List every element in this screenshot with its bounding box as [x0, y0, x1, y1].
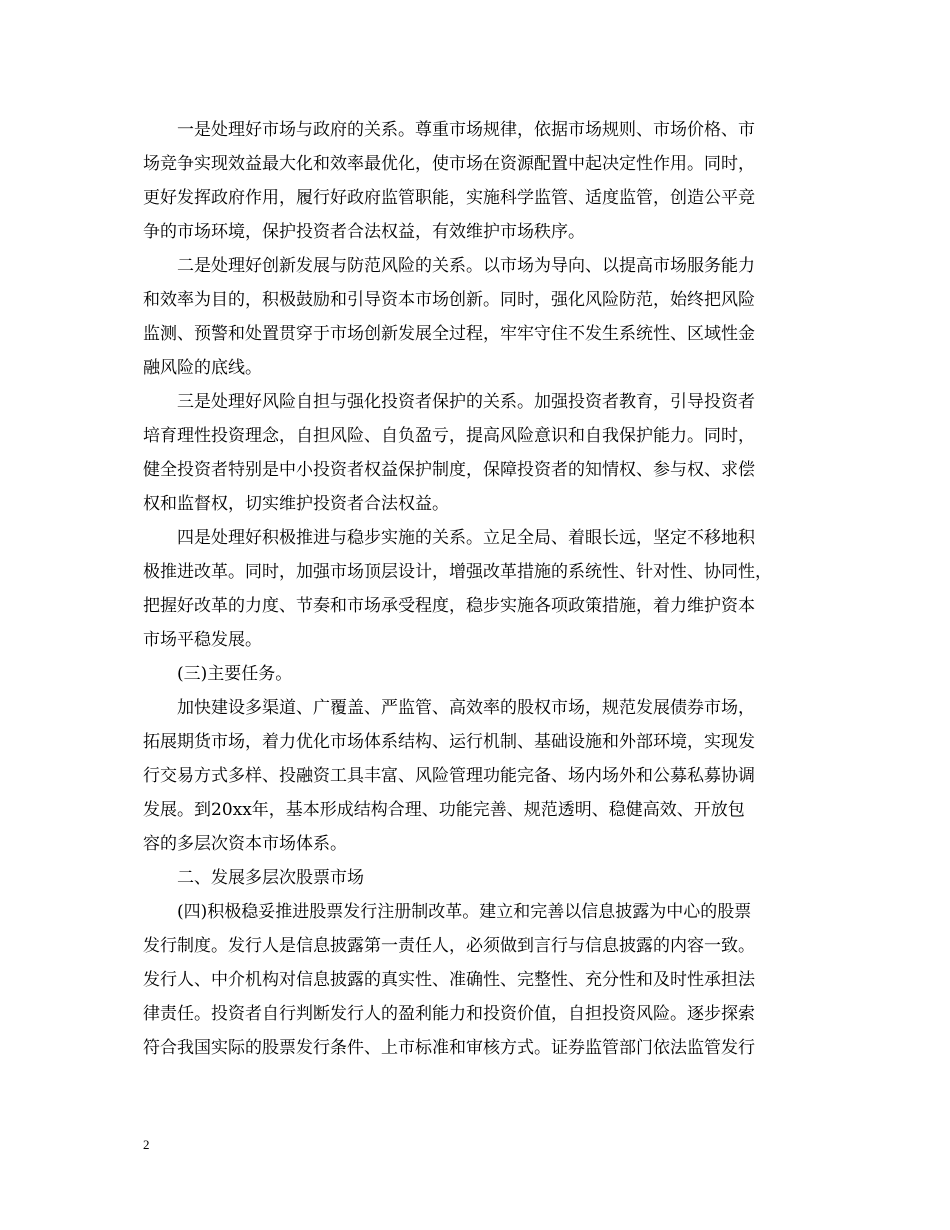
text-line: 争的市场环境，保护投资者合法权益，有效维护市场秩序。	[143, 222, 585, 242]
text-line: 权和监督权，切实维护投资者合法权益。	[143, 494, 449, 514]
text-line: 符合我国实际的股票发行条件、上市标准和审核方式。证券监管部门依法监管发行	[143, 1038, 755, 1058]
text-line: 和效率为目的，积极鼓励和引导资本市场创新。同时，强化风险防范，始终把风险	[143, 290, 755, 310]
text-line: 发行制度。发行人是信息披露第一责任人，必须做到言行与信息披露的内容一致。	[143, 936, 755, 956]
text-line: 监测、预警和处置贯穿于市场创新发展全过程，牢牢守住不发生系统性、区域性金	[143, 324, 755, 344]
text-line: 拓展期货市场，着力优化市场体系结构、运行机制、基础设施和外部环境，实现发	[143, 732, 755, 752]
text-line: 容的多层次资本市场体系。	[143, 834, 347, 854]
text-line: 发行人、中介机构对信息披露的真实性、准确性、完整性、充分性和及时性承担法	[143, 970, 755, 990]
text-line: 培育理性投资理念，自担风险、自负盈亏，提高风险意识和自我保护能力。同时，	[143, 426, 755, 446]
text-line: 把握好改革的力度、节奏和市场承受程度，稳步实施各项政策措施，着力维护资本	[143, 596, 755, 616]
text-line: 二是处理好创新发展与防范风险的关系。以市场为导向、以提高市场服务能力	[177, 256, 755, 276]
text-line: (四)积极稳妥推进股票发行注册制改革。建立和完善以信息披露为中心的股票	[177, 902, 752, 922]
text-line: 发展。到20xx年，基本形成结构合理、功能完善、规范透明、稳健高效、开放包	[143, 800, 745, 820]
text-line: 极推进改革。同时，加强市场顶层设计，增强改革措施的系统性、针对性、协同性，	[143, 562, 772, 582]
section-heading: (三)主要任务。	[177, 664, 293, 684]
text-line: 融风险的底线。	[143, 358, 262, 378]
text-line: 场竞争实现效益最大化和效率最优化，使市场在资源配置中起决定性作用。同时，	[143, 154, 755, 174]
section-heading: 二、发展多层次股票市场	[177, 868, 364, 888]
text-line: 一是处理好市场与政府的关系。尊重市场规律，依据市场规则、市场价格、市	[177, 120, 755, 140]
text-line: 四是处理好积极推进与稳步实施的关系。立足全局、着眼长远，坚定不移地积	[177, 528, 755, 548]
document-body	[143, 113, 823, 1065]
text-line: 加快建设多渠道、广覆盖、严监管、高效率的股权市场，规范发展债券市场，	[177, 698, 755, 718]
text-line: 健全投资者特别是中小投资者权益保护制度，保障投资者的知情权、参与权、求偿	[143, 460, 755, 480]
text-line: 更好发挥政府作用，履行好政府监管职能，实施科学监管、适度监管，创造公平竞	[143, 188, 755, 208]
page-number: 2	[143, 1137, 150, 1152]
text-line: 行交易方式多样、投融资工具丰富、风险管理功能完备、场内场外和公募私募协调	[143, 766, 755, 786]
text-line: 市场平稳发展。	[143, 630, 262, 650]
text-line: 三是处理好风险自担与强化投资者保护的关系。加强投资者教育，引导投资者	[177, 392, 755, 412]
text-line: 律责任。投资者自行判断发行人的盈利能力和投资价值，自担投资风险。逐步探索	[143, 1004, 755, 1024]
